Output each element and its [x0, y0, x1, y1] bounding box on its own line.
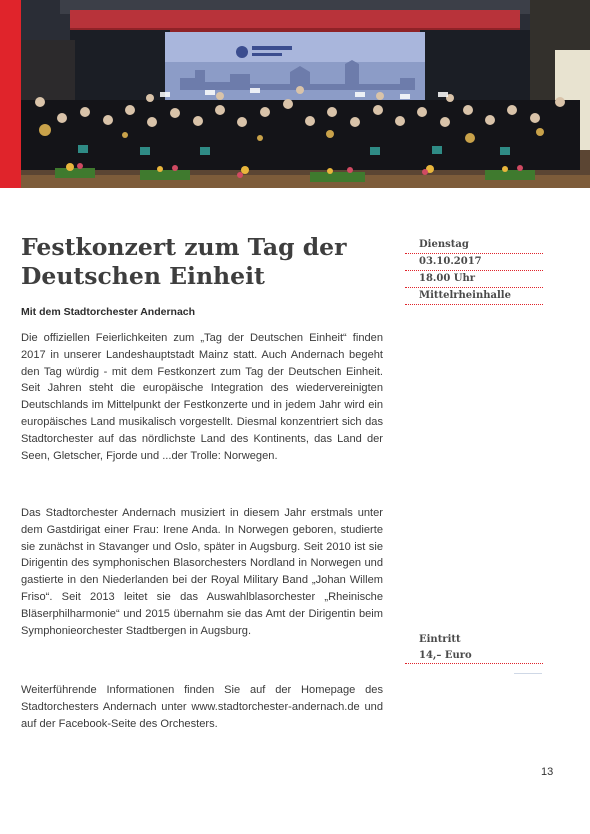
article-title-line1: Festkonzert zum Tag der: [21, 233, 347, 261]
article-subtitle: Mit dem Stadtorchester Andernach: [21, 306, 196, 318]
entry-label: Eintritt: [419, 634, 461, 645]
article-paragraph: Die offiziellen Feierlichkeiten zum „Tag der Deutschen Einheit“ finden 2017 in unserer Landeshauptstadt Mainz statt. Auch Andernach begeht den Tag würdig - mit dem Festkonzert zum Tag der Deutschen Einheit. Seit Jahren steht die europäische Integration des wiedervereinigten Deutschlands im Mittelpunkt der Festkonzerte und in jedem Jahr wird ein europäisches Land musikalisch vorgestellt. Diesmal konzentriert sich das Stadtorchester auf das nördlichste Land des Kontinents, das Land der Seen, Gletscher, Fjorde und ...der Trolle: Norwegen.: [21, 332, 383, 462]
article-title-line2: Deutschen Einheit: [21, 262, 265, 290]
event-day: Dienstag: [405, 237, 543, 254]
event-venue: Mittelrheinhalle: [405, 288, 543, 305]
event-date: 03.10.2017: [405, 254, 543, 271]
article-paragraph: Weiterführende Informationen finden Sie auf der Homepage des Stadtorchesters Andernach unter www.stadtorchester-andernach.de und auf der Facebook-Seite des Orchesters.: [21, 684, 383, 730]
entry-info: [405, 632, 543, 664]
entry-price: 14,– Euro: [405, 648, 543, 664]
divider: [514, 673, 542, 674]
red-accent-strip: [0, 0, 21, 188]
event-info: [405, 237, 543, 305]
event-time: 18.00 Uhr: [405, 271, 543, 288]
orchestra-photo: [0, 0, 590, 188]
orchestra-illustration: [0, 0, 590, 188]
article-title: [21, 233, 391, 291]
article-paragraph: Das Stadtorchester Andernach musiziert in diesem Jahr erstmals unter dem Gastdirigat einer Frau: Irene Anda. In Norwegen geboren, studierte sie zunächst in Stavanger und Oslo, später in Augsburg. Seit 2010 ist sie Dirigentin des symphonischen Blasorchesters Nordland in Norwegen und gastierte in den Niederlanden bei der Royal Military Band „Johan Willem Friso“. Seit 2013 leitet sie das Auswahlblasorchester „Rheinische Bläserphilharmonie“ und 2015 übernahm sie das Amt der Dirigentin beim Symphonieorchester Stadtbergen in Augsburg.: [21, 507, 383, 637]
page-number: 13: [541, 766, 554, 778]
